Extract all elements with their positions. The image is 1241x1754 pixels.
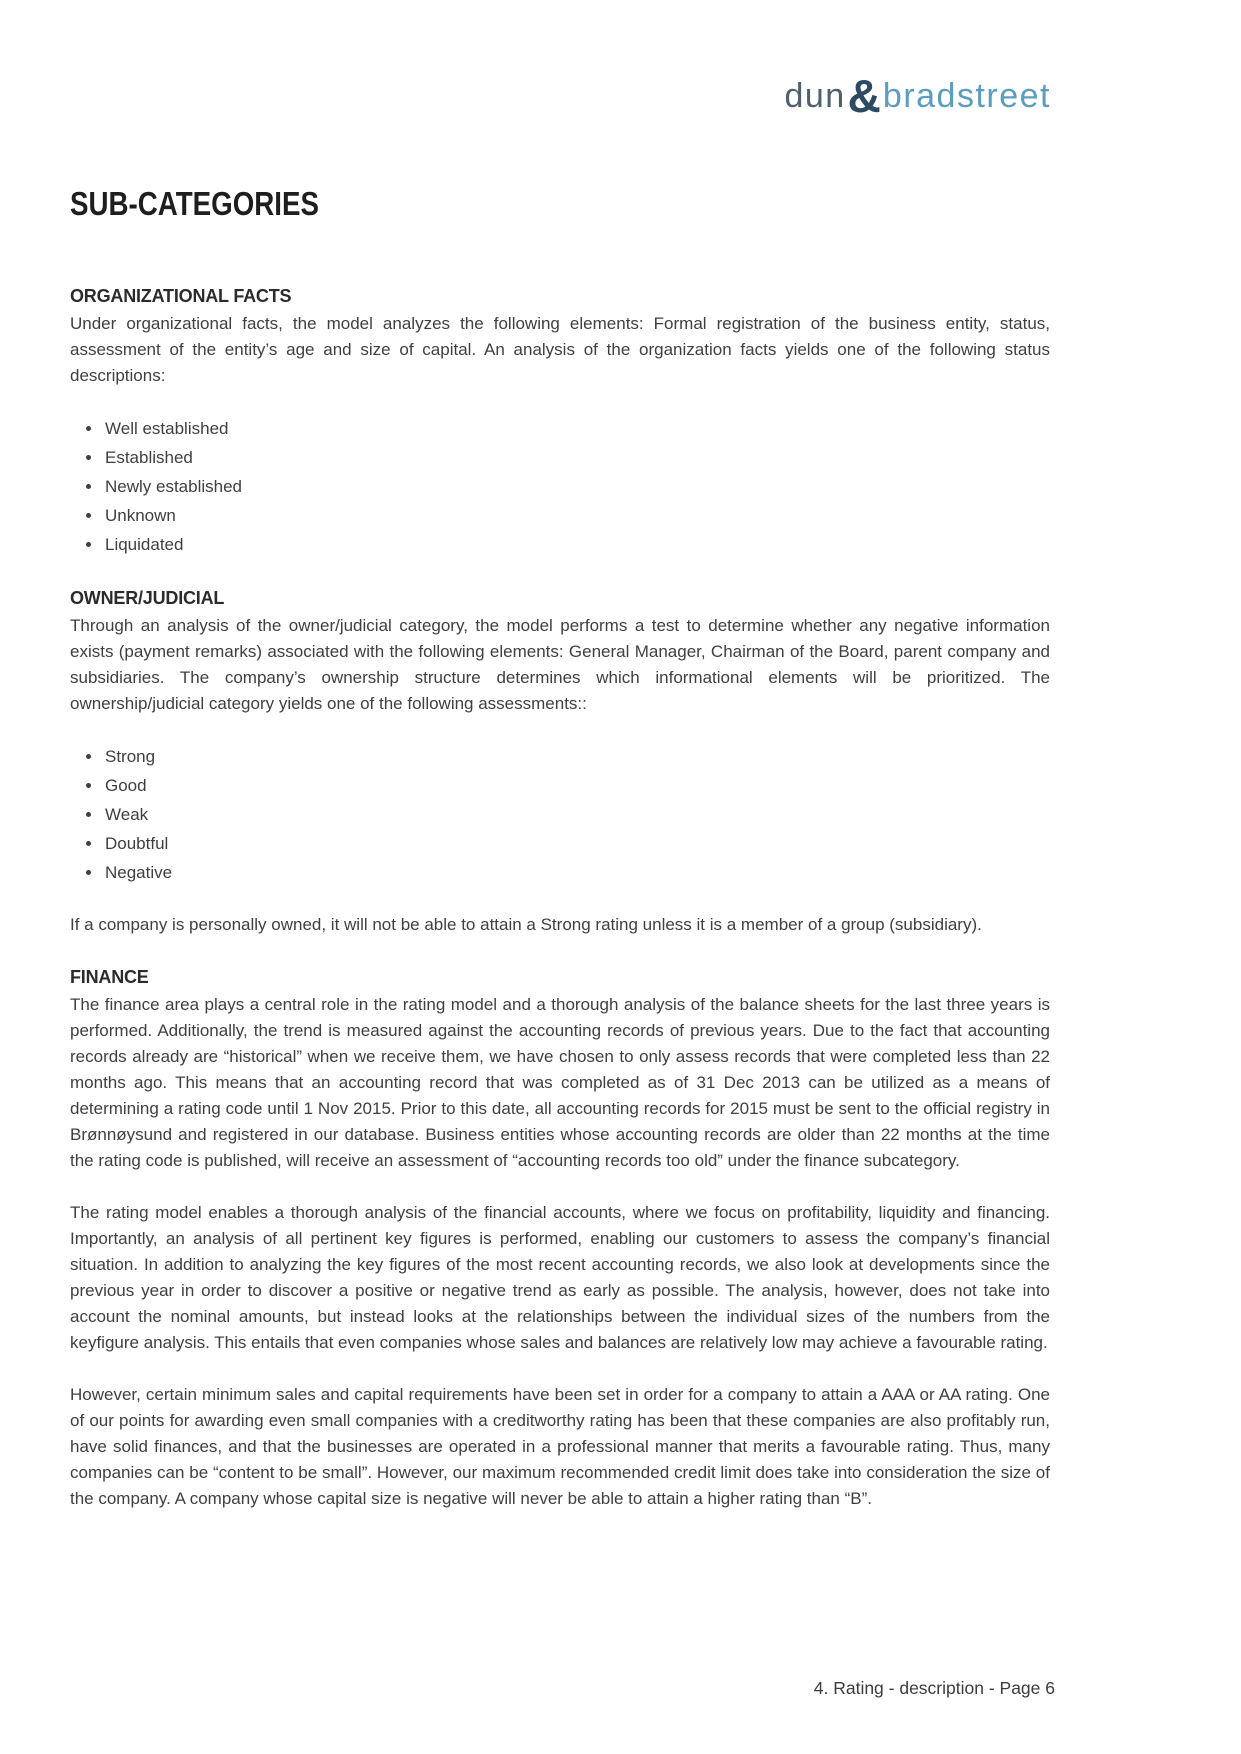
section-intro: Under organizational facts, the model analyzes the following elements: Formal registration of the business entity, status, assessment of the entity’s age and size of capital. An analysis of the organization facts yields one of the following status descriptions: <box>70 314 1050 385</box>
section-owner-judicial <box>70 585 1050 938</box>
finance-paragraph: The finance area plays a central role in the rating model and a thorough analysis of the balance sheets for the last three years is performed. Additionally, the trend is measured against the accounting records of previous years. Due to the fact that accounting records already are “historical” when we receive them, we have chosen to only assess records that were completed less than 22 months ago. This means that an accounting record that was completed as of 31 Dec 2013 can be utilized as a means of determining a rating code until 1 Nov 2015. Prior to this date, all accounting records for 2015 must be sent to the official registry in Brønnøysund and registered in our database. Business entities whose accounting records are older than 22 months at the time the rating code is published, will receive an assessment of “accounting records too old” under the finance subcategory. <box>70 995 1050 1170</box>
bullet-item: • Doubtful <box>103 829 1050 858</box>
section-finance <box>70 964 1050 1512</box>
logo-dun-text: dun <box>784 77 846 115</box>
logo-bradstreet-text: bradstreet <box>882 77 1051 115</box>
section-heading: OWNER/JUDICIAL <box>70 588 225 608</box>
bullet-item: • Liquidated <box>103 530 1050 559</box>
page-title: SUB-CATEGORIES <box>70 185 319 222</box>
section-organizational-facts <box>70 283 1050 559</box>
bullet-item: • Established <box>103 443 1050 472</box>
bullet-item: • Weak <box>103 800 1050 829</box>
section-intro: Through an analysis of the owner/judicial category, the model performs a test to determine whether any negative information exists (payment remarks) associated with the following elements: General Manager, Chairman of the Board, parent company and subsidiaries. The company’s ownership structure determines which informational elements will be prioritized. The ownership/judicial category yields one of the following assessments:: <box>70 616 1050 713</box>
bullet-item: • Good <box>103 771 1050 800</box>
section-heading: ORGANIZATIONAL FACTS <box>70 286 292 306</box>
assessment-bullet-list <box>70 742 1050 887</box>
note-paragraph: If a company is personally owned, it will not be able to attain a Strong rating unless it is a member of a group (subsidiary). <box>70 915 982 934</box>
bullet-item: • Unknown <box>103 501 1050 530</box>
ampersand-icon: & <box>847 70 881 122</box>
document-body <box>70 0 1050 1512</box>
bullet-item: • Newly established <box>103 472 1050 501</box>
bullet-item: • Negative <box>103 858 1050 887</box>
page-footer: 4. Rating - description - Page 6 <box>813 1678 1055 1698</box>
finance-paragraph: However, certain minimum sales and capital requirements have been set in order for a company to attain a AAA or AA rating. One of our points for awarding even small companies with a creditworthy rating has been that these companies are also profitably run, have solid finances, and that the businesses are operated in a professional manner that merits a favourable rating. Thus, many companies can be “content to be small”. However, our maximum recommended credit limit does take into consideration the size of the company. A company whose capital size is negative will never be able to attain a higher rating than “B”. <box>70 1385 1050 1508</box>
bullet-item: • Strong <box>103 742 1050 771</box>
finance-paragraph: The rating model enables a thorough analysis of the financial accounts, where we focus on profitability, liquidity and financing. Importantly, an analysis of all pertinent key figures is performed, enabling our customers to assess the company’s financial situation. In addition to analyzing the key figures of the most recent accounting records, we also look at developments since the previous year in order to discover a positive or negative trend as early as possible. The analysis, however, does not take into account the nominal amounts, but instead looks at the relationships between the individual sizes of the numbers from the keyfigure analysis. This entails that even companies whose sales and balances are relatively low may achieve a favourable rating. <box>70 1203 1050 1352</box>
bullet-item: • Well established <box>103 414 1050 443</box>
section-heading: FINANCE <box>70 967 149 987</box>
status-bullet-list <box>70 414 1050 559</box>
